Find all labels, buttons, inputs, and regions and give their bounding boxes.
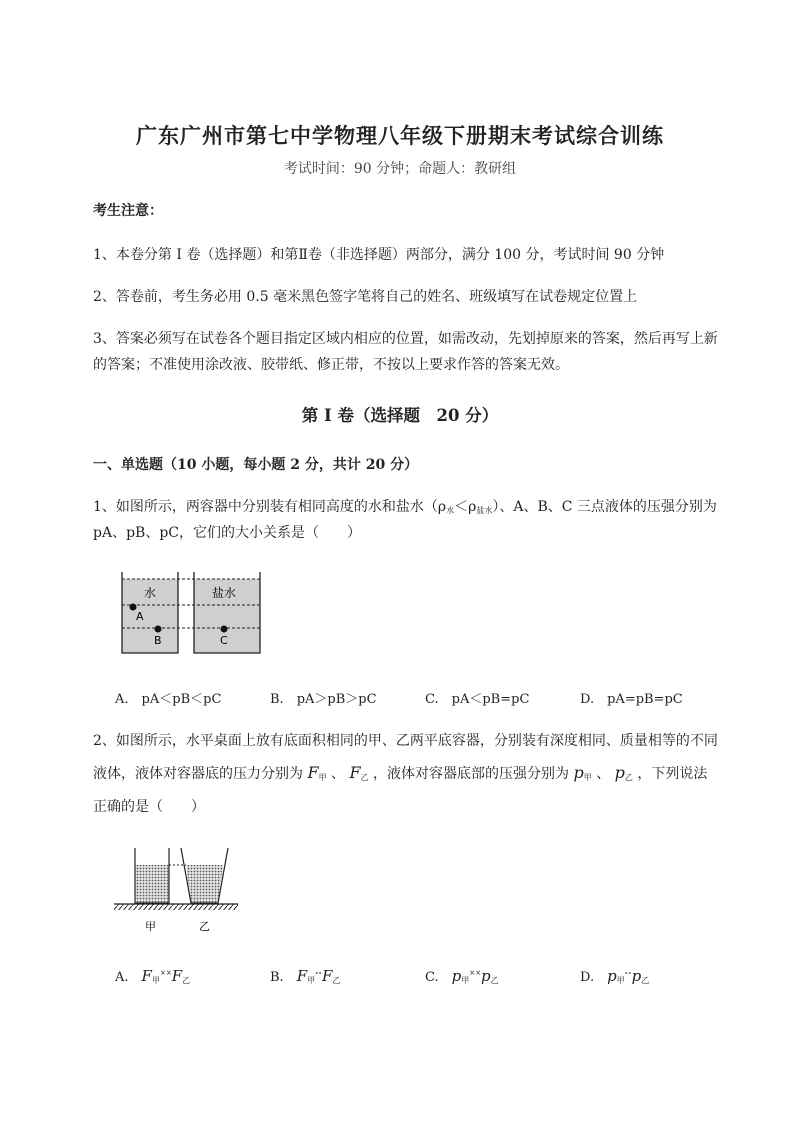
opt-text: pA＞pB＞pC	[296, 692, 377, 707]
q1-option-a[interactable]	[115, 688, 221, 707]
opt-relation: ∘∘	[624, 969, 632, 977]
point-c-label: C	[220, 634, 228, 647]
sub-jia: 甲	[318, 773, 327, 782]
q2-line-1: 2、如图所示，水平桌面上放有底面积相同的甲、乙两平底容器，分别装有深度相同、质量相等的不同	[93, 733, 718, 749]
label-salt: 盐水	[212, 586, 237, 600]
point-b-dot	[155, 626, 162, 633]
q2-line-2	[93, 760, 753, 791]
notice-item-3: 3、答案必须写在试卷各个题目指定区域内相应的位置，如需改动，先划掉原来的答案，然后再写上新	[93, 331, 718, 347]
opt-letter: C.	[425, 970, 439, 985]
opt-symbol: F	[322, 967, 333, 985]
label-jia: 甲	[145, 920, 156, 933]
q2-line-3: 正确的是（ ）	[93, 799, 205, 815]
point-a-label: A	[136, 610, 144, 623]
q1-text-b: ）、A、B、C 三点液体的压强分别为	[492, 499, 717, 515]
opt-text: pA＜pB＜pC	[141, 692, 222, 707]
q1-option-b[interactable]	[270, 688, 377, 707]
q2-text-b: ，液体对容器底部的压强分别为	[373, 766, 570, 782]
opt-sub: 甲	[307, 976, 316, 985]
opt-relation: ××	[159, 969, 172, 977]
opt-sub: 乙	[641, 976, 650, 985]
rho-water-sub: 水	[446, 506, 455, 515]
force-f-jia: F	[307, 763, 319, 782]
opt-letter: D.	[580, 970, 595, 985]
opt-text: pA＜pB=pC	[451, 692, 530, 707]
q2-option-c[interactable]	[425, 966, 499, 986]
opt-symbol: F	[171, 967, 183, 985]
exam-info: 考试时间：90 分钟；命题人：教研组	[283, 161, 517, 177]
opt-relation: ∘∘	[315, 969, 322, 977]
opt-relation: ××	[469, 969, 481, 977]
q1-line-2: pA、pB、pC，它们的大小关系是（ ）	[93, 525, 361, 541]
sub-yi: 乙	[360, 773, 369, 782]
q1-option-d[interactable]	[580, 688, 683, 707]
opt-symbol: F	[296, 967, 308, 985]
part-heading: 一、单选题（10 小题，每小题 2 分，共计 20 分）	[93, 457, 419, 473]
sub-jia: 甲	[583, 773, 592, 782]
q2-text-a: 液体，液体对容器底的压力分别为	[93, 766, 303, 782]
opt-symbol: p	[451, 967, 462, 985]
opt-sub: 甲	[616, 976, 625, 985]
opt-letter: B.	[270, 692, 284, 707]
force-f-yi: F	[349, 763, 361, 782]
opt-sub: 甲	[151, 976, 160, 985]
q2-option-d[interactable]	[580, 966, 649, 986]
opt-sub: 甲	[461, 976, 470, 985]
q2-containers-figure	[112, 840, 240, 935]
opt-sub: 乙	[332, 976, 341, 985]
notice-item-3-cont: 的答案；不准使用涂改液、胶带纸、修正带，不按以上要求作答的答案无效。	[93, 357, 569, 373]
section-title: 第 I 卷（选择题 20 分）	[301, 406, 499, 425]
opt-text: pA=pB=pC	[607, 692, 683, 707]
opt-sub: 乙	[182, 976, 191, 985]
pressure-p-yi: p	[614, 763, 625, 782]
opt-symbol: F	[141, 967, 152, 985]
notice-heading: 考生注意：	[93, 203, 163, 219]
opt-letter: C.	[425, 692, 439, 707]
q1-text-a: 1、如图所示，两容器中分别装有相同高度的水和盐水（ρ	[93, 499, 447, 515]
q2-option-b[interactable]	[270, 966, 340, 986]
q1-lt: ＜ρ	[454, 499, 477, 515]
notice-item-1: 1、本卷分第 I 卷（选择题）和第Ⅱ卷（非选择题）两部分，满分 100 分，考试时间 90 分钟	[93, 247, 665, 263]
q1-containers-figure	[118, 570, 268, 656]
q2-text-c: ，下列说法	[637, 766, 708, 782]
opt-letter: D.	[580, 692, 595, 707]
opt-symbol: p	[631, 967, 642, 985]
opt-letter: B.	[270, 970, 284, 985]
q1-option-c[interactable]	[425, 688, 529, 707]
opt-symbol: p	[480, 967, 491, 985]
opt-symbol: p	[607, 967, 617, 985]
notice-item-2: 2、答卷前，考生务必用 0.5 毫米黑色签字笔将自己的姓名、班级填写在试卷规定位置上	[93, 289, 638, 305]
sub-yi: 乙	[624, 773, 633, 782]
table-hatch	[114, 904, 238, 910]
sep: 、	[331, 766, 346, 782]
opt-letter: A.	[115, 970, 129, 985]
label-yi: 乙	[199, 920, 210, 933]
point-b-label: B	[154, 634, 162, 647]
rho-salt-sub: 盐水	[476, 506, 493, 515]
liquid-jia	[135, 865, 169, 903]
label-water: 水	[144, 586, 157, 600]
point-c-dot	[221, 626, 228, 633]
liquid-yi	[186, 865, 223, 903]
sep: 、	[596, 766, 611, 782]
opt-letter: A.	[115, 692, 129, 707]
opt-sub: 乙	[490, 976, 499, 985]
pressure-p-jia: p	[573, 763, 584, 782]
page-title: 广东广州市第七中学物理八年级下册期末考试综合训练	[136, 123, 664, 148]
q2-option-a[interactable]	[115, 966, 190, 986]
